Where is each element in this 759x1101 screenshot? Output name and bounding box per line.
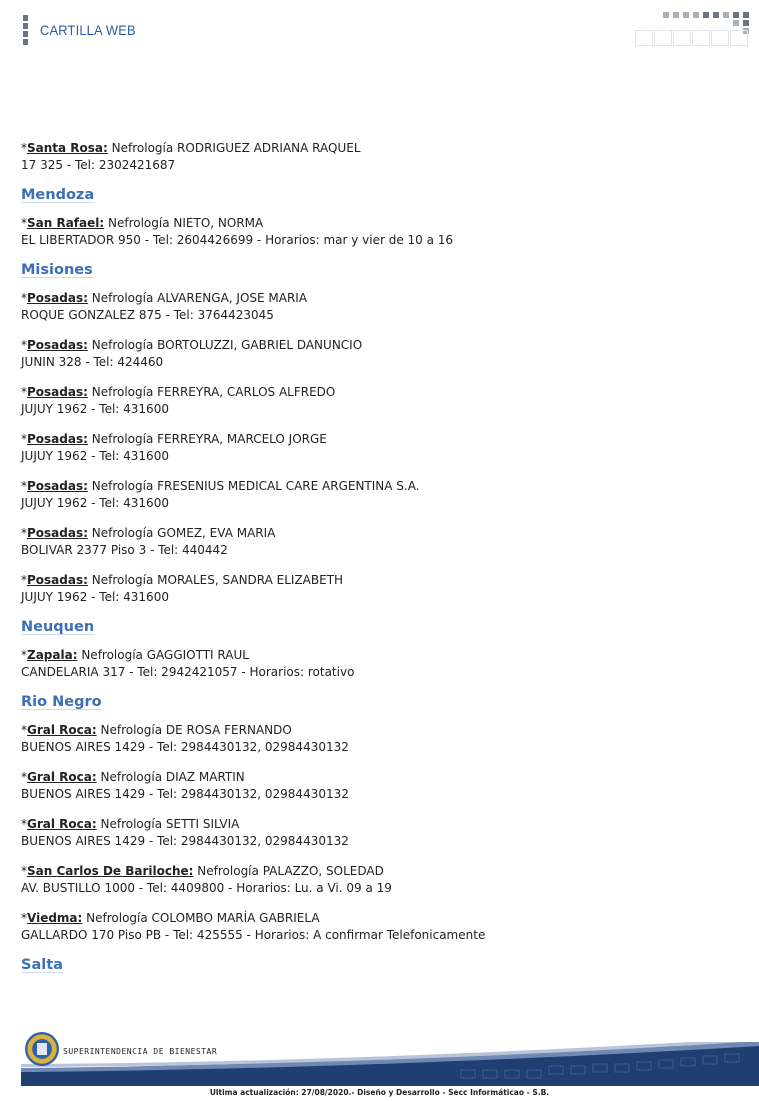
city-link[interactable]: Zapala: <box>27 648 78 662</box>
city-link[interactable]: Posadas: <box>27 291 88 305</box>
provider-entry <box>21 647 741 681</box>
provider-address: BUENOS AIRES 1429 - Tel: 2984430132, 02984430132 <box>21 787 349 801</box>
provider-name: Nefrología COLOMBO MARÍA GABRIELA <box>86 911 320 925</box>
provider-address: AV. BUSTILLO 1000 - Tel: 4409800 - Horarios: Lu. a Vi. 09 a 19 <box>21 881 392 895</box>
provider-entry <box>21 863 741 897</box>
provider-name: Nefrología PALAZZO, SOLEDAD <box>197 864 384 878</box>
provider-address: JUJUY 1962 - Tel: 431600 <box>21 590 169 604</box>
provider-entry <box>21 290 741 324</box>
entry-marker: * <box>21 817 27 831</box>
province-heading: Salta <box>21 957 63 973</box>
provider-name: Nefrología DE ROSA FERNANDO <box>100 723 292 737</box>
provider-address: BOLIVAR 2377 Piso 3 - Tel: 440442 <box>21 543 228 557</box>
provider-name: Nefrología FERREYRA, CARLOS ALFREDO <box>91 385 336 399</box>
provider-entry <box>21 140 741 174</box>
city-link[interactable]: Gral Roca: <box>27 817 97 831</box>
entry-marker: * <box>21 526 27 540</box>
entry-marker: * <box>21 479 27 493</box>
provider-address: ROQUE GONZALEZ 875 - Tel: 3764423045 <box>21 308 274 322</box>
header-accent-bar <box>23 15 28 47</box>
provider-name: Nefrología GOMEZ, EVA MARIA <box>91 526 276 540</box>
footer-org-name: SUPERINTENDENCIA DE BIENESTAR <box>63 1047 218 1056</box>
provider-name: Nefrología NIETO, NORMA <box>108 216 264 230</box>
entry-marker: * <box>21 864 27 878</box>
provider-entry <box>21 910 741 944</box>
provider-name: Nefrología SETTI SILVIA <box>100 817 240 831</box>
provider-name: Nefrología FERREYRA, MARCELO JORGE <box>91 432 327 446</box>
city-link[interactable]: Gral Roca: <box>27 723 97 737</box>
provider-name: Nefrología ALVARENGA, JOSE MARIA <box>91 291 308 305</box>
entry-marker: * <box>21 291 27 305</box>
provider-address: EL LIBERTADOR 950 - Tel: 2604426699 - Horarios: mar y vier de 10 a 16 <box>21 233 454 247</box>
city-link[interactable]: Posadas: <box>27 385 88 399</box>
provider-address: JUJUY 1962 - Tel: 431600 <box>21 402 169 416</box>
entry-marker: * <box>21 141 27 155</box>
provider-address: BUENOS AIRES 1429 - Tel: 2984430132, 02984430132 <box>21 740 349 754</box>
provider-address: GALLARDO 170 Piso PB - Tel: 425555 - Horarios: A confirmar Telefonicamente <box>21 928 486 942</box>
provider-address: CANDELARIA 317 - Tel: 2942421057 - Horarios: rotativo <box>21 665 355 679</box>
entry-marker: * <box>21 338 27 352</box>
last-updated: Ultima actualización: 27/08/2020.- Diseño y Desarrollo - Secc Informáticao - S.B. <box>209 1088 550 1097</box>
entry-marker: * <box>21 770 27 784</box>
provider-entry <box>21 572 741 606</box>
city-link[interactable]: Posadas: <box>27 573 88 587</box>
city-link[interactable]: Posadas: <box>27 526 88 540</box>
provider-entry <box>21 525 741 559</box>
provider-address: JUJUY 1962 - Tel: 431600 <box>21 449 169 463</box>
provider-entry <box>21 431 741 465</box>
provider-list <box>21 140 741 985</box>
city-link[interactable]: Viedma: <box>27 911 83 925</box>
province-heading: Neuquen <box>21 619 95 635</box>
entry-marker: * <box>21 723 27 737</box>
provider-entry <box>21 384 741 418</box>
entry-marker: * <box>21 216 27 230</box>
seal-logo-icon <box>25 1032 59 1066</box>
page-title: CARTILLA WEB <box>40 22 136 38</box>
city-link[interactable]: Gral Roca: <box>27 770 97 784</box>
provider-name: Nefrología BORTOLUZZI, GABRIEL DANUNCIO <box>91 338 363 352</box>
province-heading: Rio Negro <box>21 694 102 710</box>
province-heading: Mendoza <box>21 187 95 203</box>
city-link[interactable]: Posadas: <box>27 479 88 493</box>
provider-name: Nefrología FRESENIUS MEDICAL CARE ARGENTINA S.A. <box>91 479 420 493</box>
entry-marker: * <box>21 385 27 399</box>
entry-marker: * <box>21 573 27 587</box>
footer-banner <box>21 1028 759 1088</box>
entry-marker: * <box>21 911 27 925</box>
provider-address: JUJUY 1962 - Tel: 431600 <box>21 496 169 510</box>
entry-marker: * <box>21 432 27 446</box>
provider-entry <box>21 215 741 249</box>
provider-name: Nefrología DIAZ MARTIN <box>100 770 245 784</box>
header-decoration <box>635 12 755 48</box>
city-link[interactable]: San Carlos De Bariloche: <box>27 864 194 878</box>
entry-marker: * <box>21 648 27 662</box>
provider-address: JUNIN 328 - Tel: 424460 <box>21 355 164 369</box>
provider-name: Nefrología MORALES, SANDRA ELIZABETH <box>91 573 344 587</box>
province-heading: Misiones <box>21 262 93 278</box>
city-link[interactable]: San Rafael: <box>27 216 105 230</box>
city-link[interactable]: Posadas: <box>27 432 88 446</box>
provider-address: BUENOS AIRES 1429 - Tel: 2984430132, 02984430132 <box>21 834 349 848</box>
city-link[interactable]: Posadas: <box>27 338 88 352</box>
provider-entry <box>21 337 741 371</box>
provider-entry <box>21 816 741 850</box>
provider-name: Nefrología RODRIGUEZ ADRIANA RAQUEL <box>111 141 361 155</box>
provider-entry <box>21 478 741 512</box>
provider-address: 17 325 - Tel: 2302421687 <box>21 158 176 172</box>
provider-entry <box>21 722 741 756</box>
provider-entry <box>21 769 741 803</box>
city-link[interactable]: Santa Rosa: <box>27 141 108 155</box>
provider-name: Nefrología GAGGIOTTI RAUL <box>81 648 249 662</box>
